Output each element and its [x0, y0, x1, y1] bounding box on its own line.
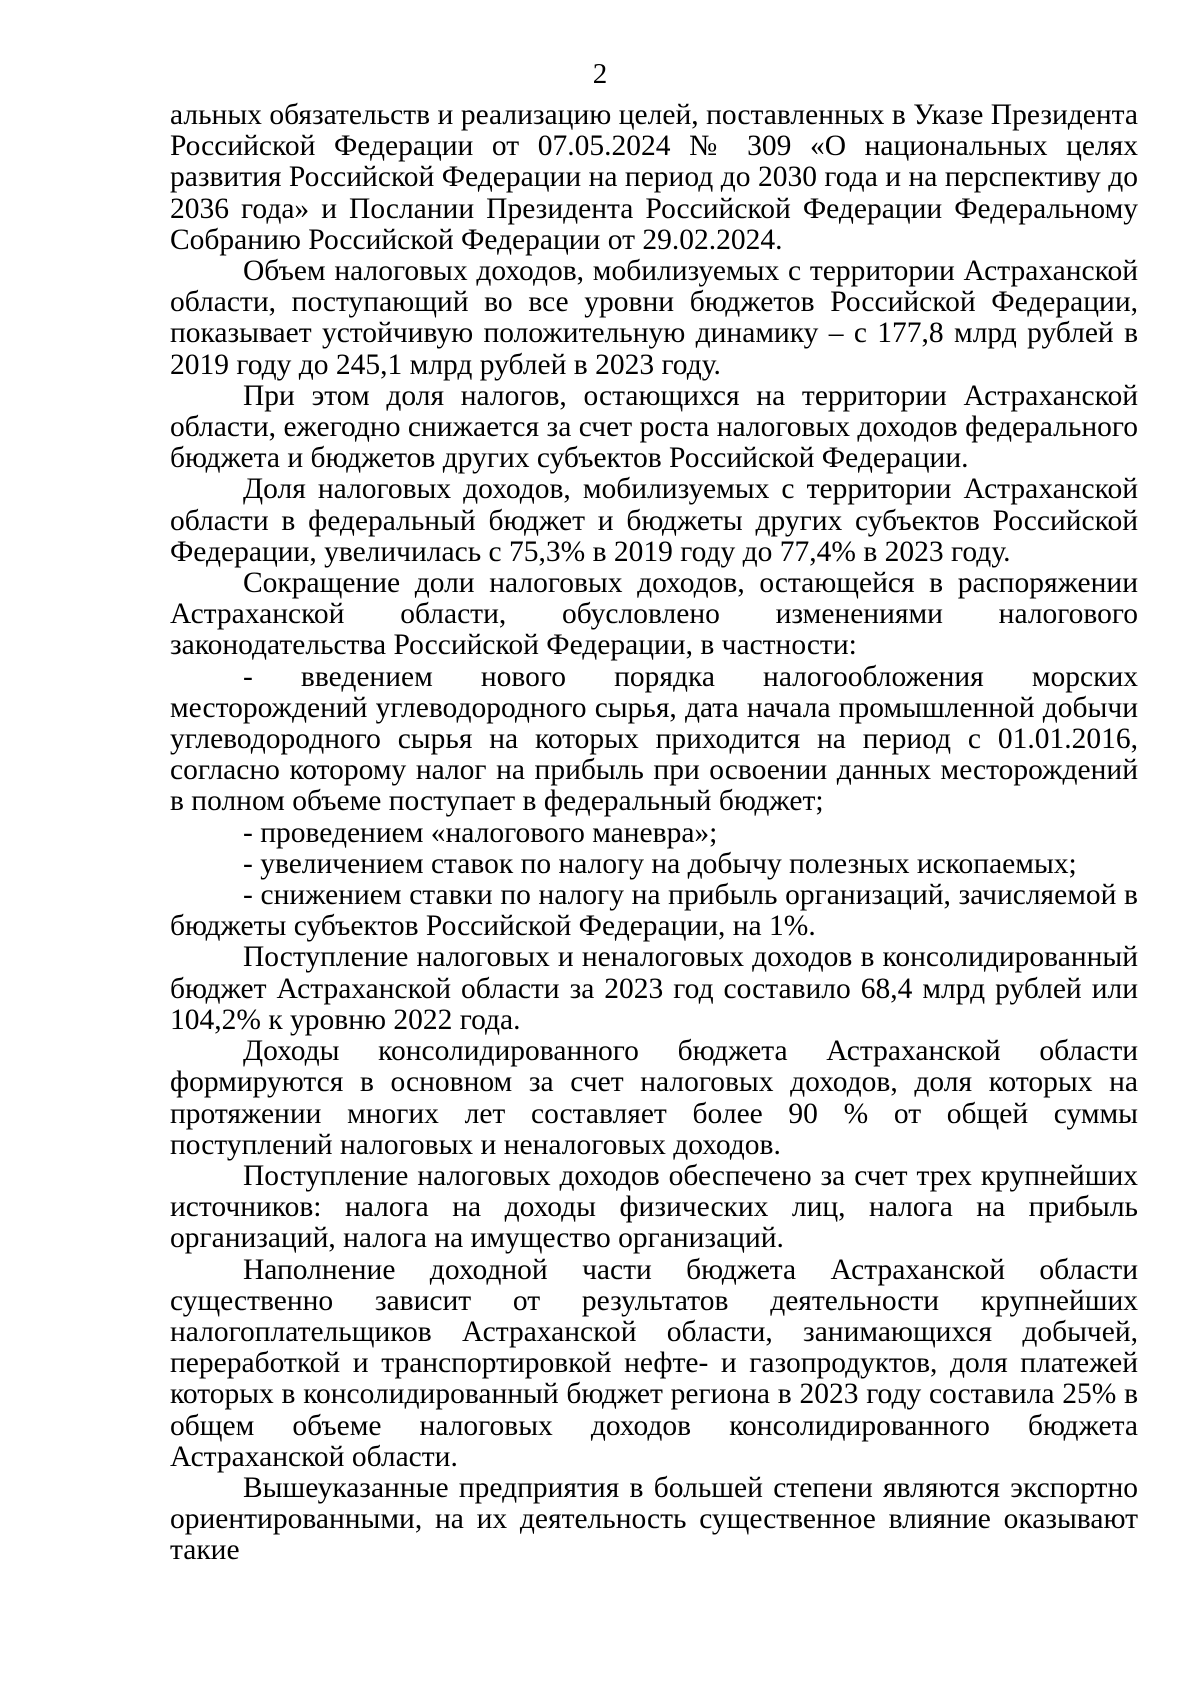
list-item-mineral-tax: - увеличением ставок по налогу на добычу полезных ископаемых;	[243, 847, 1077, 880]
paragraph-federal-share: Доля налоговых доходов, мобилизуемых с территории Астраханской области в федеральный бюджет и бюджеты других субъектов Российской Федерации, увеличилась с 75,3% в 2019 году до 77,4% в 2023 году.	[170, 473, 1138, 568]
list-item-profit-tax-rate: - снижением ставки по налогу на прибыль организаций, зачисляемой в бюджеты субъектов Российской Федерации, на 1%.	[170, 879, 1138, 943]
document-body	[170, 100, 1138, 1567]
paragraph-export-enterprises: Вышеуказанные предприятия в большей степени являются экспортно ориентированными, на их деятельность существенное влияние оказывают такие	[170, 1471, 1138, 1567]
page-number: 2	[592, 58, 608, 90]
paragraph-tax-share-decline: При этом доля налогов, остающихся на территории Астраханской области, ежегодно снижается за счет роста налоговых доходов федерального бюджета и бюджетов других субъектов Российской Федерации.	[170, 379, 1138, 475]
list-item-offshore-taxation: - введением нового порядка налогообложения морских месторождений углеводородного сырья, дата начала промышленной добычи углеводородного сырья на которых приходится на период с 01.01.2016, согласно которому налог на прибыль при освоении данных месторождений в полном объеме поступает в федеральный бюджет;	[170, 660, 1138, 818]
paragraph-reduction-reasons: Сокращение доли налоговых доходов, остающейся в распоряжении Астраханской области, обусловлено изменениями налогового законодательства Российской Федерации, в частности:	[170, 567, 1138, 662]
paragraph-income-structure: Доходы консолидированного бюджета Астраханской области формируются в основном за счет налоговых доходов, доля которых на протяжении многих лет составляет более 90 % от общей суммы поступлений налоговых и неналоговых доходов.	[170, 1035, 1138, 1161]
paragraph-major-sources: Поступление налоговых доходов обеспечено за счет трех крупнейших источников: налога на доходы физических лиц, налога на прибыль организаций, налога на имущество организаций.	[170, 1159, 1138, 1255]
paragraph-tax-volume: Объем налоговых доходов, мобилизуемых с территории Астраханской области, поступающий во все уровни бюджетов Российской Федерации, показывает устойчивую положительную динамику – с 177,8 млрд рублей в 2019 году до 245,1 млрд рублей в 2023 году.	[170, 255, 1138, 381]
paragraph-major-taxpayers: Наполнение доходной части бюджета Астраханской области существенно зависит от результатов деятельности крупнейших налогоплательщиков Астраханской области, занимающихся добычей, переработкой и транспортировкой нефте- и газопродуктов, доля платежей которых в консолидированный бюджет региона в 2023 году составила 25% в общем объеме налоговых доходов консолидированного бюджета Астраханской области.	[170, 1253, 1138, 1473]
paragraph-continuation: альных обязательств и реализацию целей, поставленных в Указе Президента Российской Федерации от 07.05.2024 № 309 «О национальных целях развития Российской Федерации на период до 2030 года и на перспективу до 2036 года» и Послании Президента Российской Федерации Федеральному Собранию Российской Федерации от 29.02.2024.	[170, 99, 1138, 256]
paragraph-consolidated-budget: Поступление налоговых и неналоговых доходов в консолидированный бюджет Астраханской области за 2023 год составило 68,4 млрд рублей или 104,2% к уровню 2022 года.	[170, 941, 1138, 1036]
list-item-tax-maneuver: - проведением «налогового маневра»;	[243, 816, 718, 849]
